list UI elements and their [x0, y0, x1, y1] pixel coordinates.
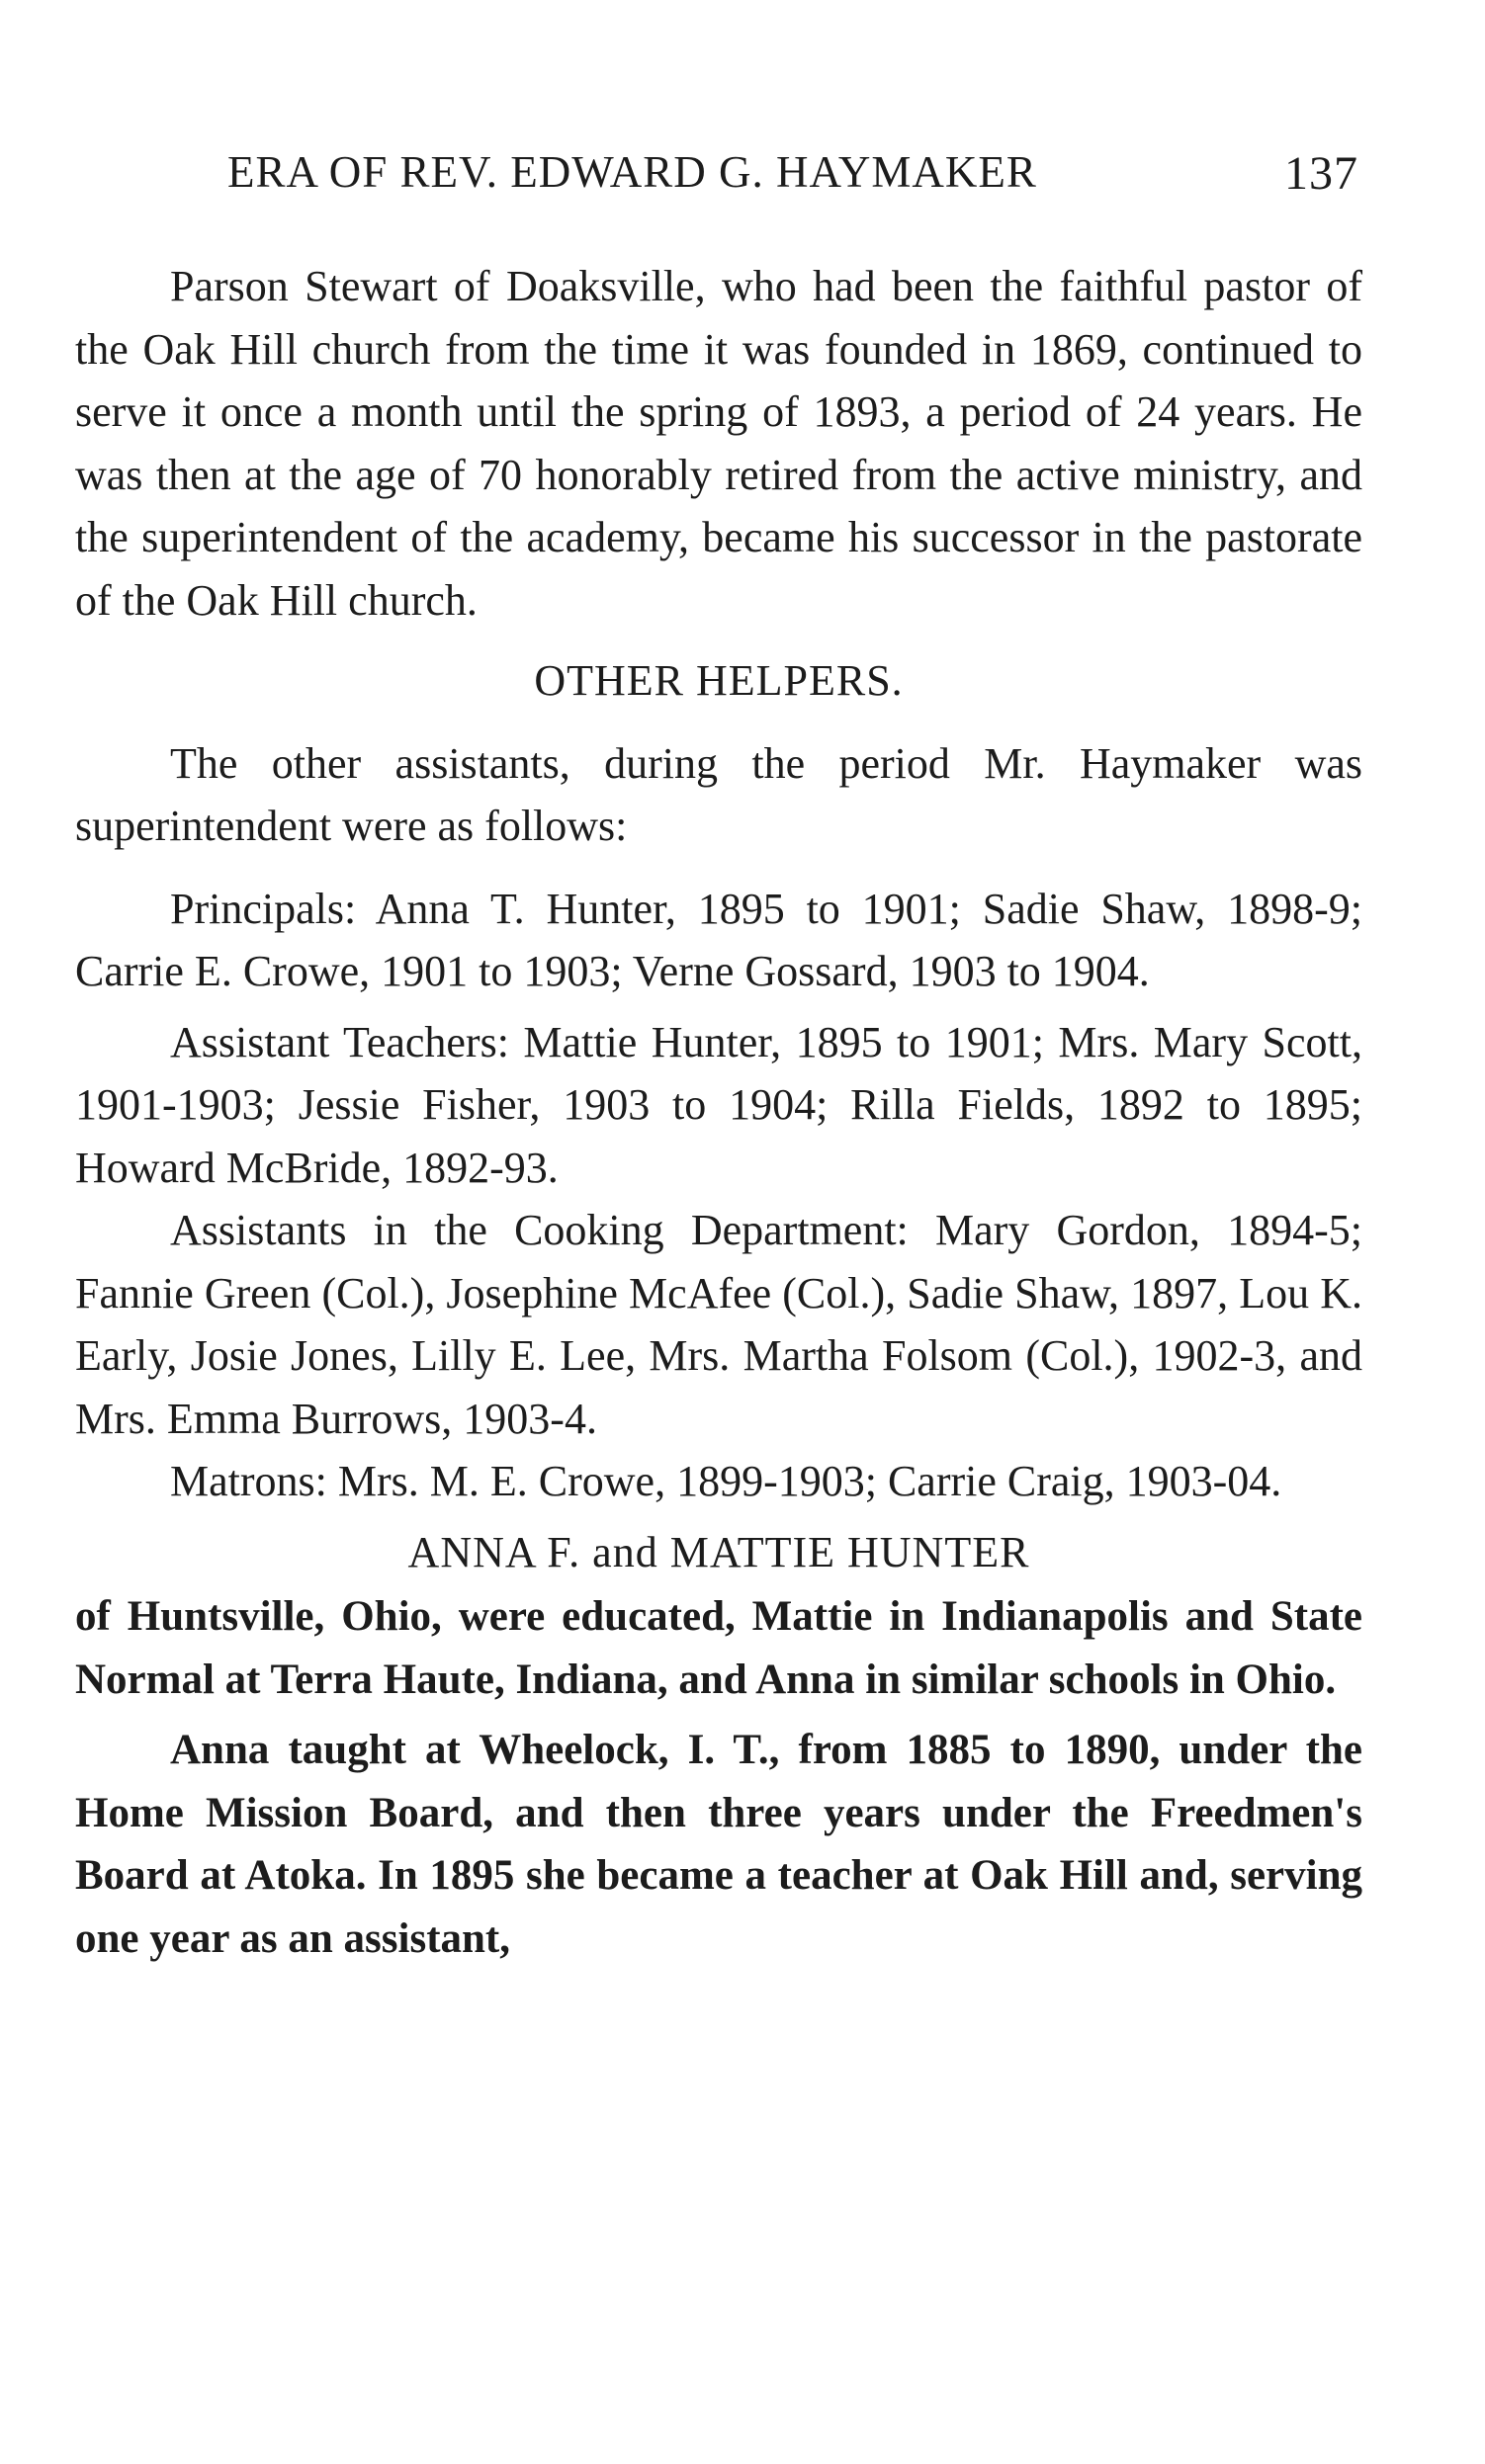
paragraph-other-assistants: The other assistants, during the period Mr. Haymaker was superintendent were as follows: — [75, 738, 1362, 850]
paragraph-parson-stewart: Parson Stewart of Doaksville, who had been the faithful pastor of the Oak Hill church from the time it was founded in 1869, continued to serve it once a month until the spring of 1893, a period of 24 years. He was then at the age of 70 honorably retired from the active ministry, and the superintendent of the academy, became his successor in the pastorate of the Oak Hill church. — [75, 262, 1362, 625]
paragraph-matrons: Matrons: Mrs. M. E. Crowe, 1899-1903; Carrie Craig, 1903-04. — [170, 1457, 1282, 1505]
page-header — [227, 146, 1358, 210]
paragraph-assistant-teachers: Assistant Teachers: Mattie Hunter, 1895 to 1901; Mrs. Mary Scott, 1901-1903; Jessie Fisher, 1903 to 1904; Rilla Fields, 1892 to 1895; Howard McBride, 1892-93. — [75, 1017, 1362, 1192]
page-body — [75, 255, 1362, 1970]
section-heading-other-helpers: OTHER HELPERS. — [534, 656, 904, 705]
paragraph-hunter-education: of Huntsville, Ohio, were educated, Mattie in Indianapolis and State Normal at Terra Haute, Indiana, and Anna in similar schools in Ohio. — [75, 1593, 1362, 1703]
paragraph-cooking-department: Assistants in the Cooking Department: Mary Gordon, 1894-5; Fannie Green (Col.), Josephine McAfee (Col.), Sadie Shaw, 1897, Lou K. Early, Josie Jones, Lilly E. Lee, Mrs. Martha Folsom (Col.), 1902-3, and Mrs. Emma Burrows, 1903-4. — [75, 1206, 1362, 1443]
running-title: ERA OF REV. EDWARD G. HAYMAKER — [227, 147, 1037, 197]
section-heading-hunter: ANNA F. and MATTIE HUNTER — [407, 1527, 1030, 1576]
paragraph-anna-taught: Anna taught at Wheelock, I. T., from 1885 to 1890, under the Home Mission Board, and then three years under the Freedmen's Board at Atoka. In 1895 she became a teacher at Oak Hill and, serving one year as an assistant, — [75, 1727, 1362, 1962]
page-number: 137 — [1284, 147, 1358, 200]
hunter-section — [75, 1521, 1362, 1971]
paragraph-principals: Principals: Anna T. Hunter, 1895 to 1901; Sadie Shaw, 1898-9; Carrie E. Crowe, 1901 to 1903; Verne Gossard, 1903 to 1904. — [75, 884, 1362, 995]
